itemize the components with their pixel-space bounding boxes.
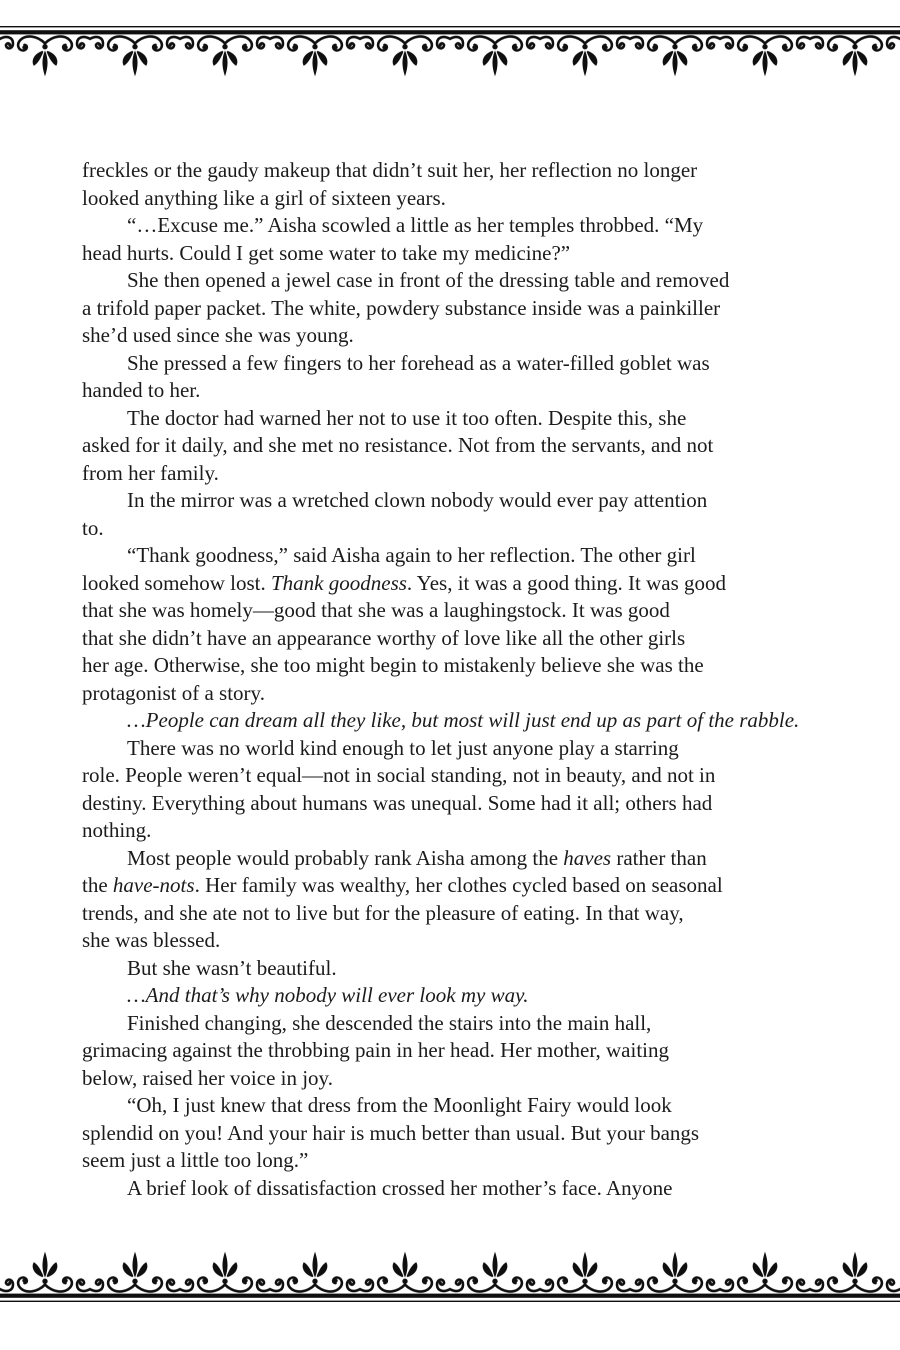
- text-line: [82, 982, 872, 1010]
- text-run: Thank goodness: [271, 570, 407, 595]
- text-line: [82, 212, 872, 240]
- text-line: [82, 157, 872, 185]
- text-run: seem just a little too long.”: [82, 1148, 309, 1172]
- text-run: that she didn’t have an appearance worthy of love like all the other girls: [82, 625, 686, 650]
- text-run: Most people would probably rank Aisha among the: [127, 845, 564, 870]
- text-line: [82, 1175, 872, 1203]
- text-run: Finished changing, she descended the stairs into the main hall,: [127, 1010, 652, 1035]
- text-run: trends, and she ate not to live but for the pleasure of eating. In that way,: [82, 900, 684, 925]
- text-line: [82, 1092, 872, 1120]
- text-run: role. People weren’t equal—not in social standing, not in beauty, and not in: [82, 763, 716, 787]
- text-run: “Oh, I just knew that dress from the Moonlight Fairy would look: [127, 1093, 672, 1117]
- text-run: But she wasn’t beautiful.: [127, 955, 337, 980]
- text-line: [82, 405, 872, 433]
- text-run: haves: [563, 845, 612, 870]
- text-run: grimacing against the throbbing pain in her head. Her mother, waiting: [82, 1038, 669, 1062]
- text-run: splendid on you! And your hair is much better than usual. But your bangs: [82, 1120, 700, 1145]
- page-text: [82, 157, 872, 1202]
- text-line: [82, 487, 872, 515]
- text-line: [82, 350, 872, 378]
- text-line: [82, 735, 872, 763]
- fleur-scroll-border-icon: [0, 1250, 900, 1302]
- text-run: protagonist of a story.: [82, 680, 265, 705]
- text-run: …People can dream all they like, but most will just end up as part of the rabble.: [127, 708, 800, 732]
- text-line: [82, 625, 872, 653]
- text-line: [82, 845, 872, 873]
- text-line: [82, 817, 872, 845]
- text-run: There was no world kind enough to let just anyone play a starring: [127, 735, 679, 760]
- text-line: [82, 377, 872, 405]
- ornamental-border-bottom: [0, 1250, 900, 1302]
- text-line: [82, 1147, 872, 1175]
- ornamental-border-top: [0, 26, 900, 78]
- text-run: looked anything like a girl of sixteen years.: [82, 185, 446, 210]
- text-line: [82, 707, 872, 735]
- text-run: asked for it daily, and she met no resistance. Not from the servants, and not: [82, 433, 714, 457]
- text-line: [82, 1120, 872, 1148]
- text-line: [82, 762, 872, 790]
- text-run: In the mirror was a wretched clown nobody would ever pay attention: [127, 488, 708, 512]
- text-run: a trifold paper packet. The white, powdery substance inside was a painkiller: [82, 295, 721, 320]
- text-run: have-nots: [112, 873, 195, 897]
- text-run: …And that’s why nobody will ever look my way.: [127, 983, 529, 1007]
- text-line: [82, 295, 872, 323]
- text-run: She pressed a few fingers to her forehead as a water-filled goblet was: [127, 350, 710, 375]
- text-line: [82, 1065, 872, 1093]
- text-line: [82, 185, 872, 213]
- text-line: [82, 570, 872, 598]
- text-run: “…Excuse me.” Aisha scowled a little as her temples throbbed. “My: [127, 213, 704, 237]
- text-line: [82, 240, 872, 268]
- text-run: . Yes, it was a good thing. It was good: [406, 570, 727, 595]
- text-line: [82, 652, 872, 680]
- fleur-scroll-border-icon: [0, 26, 900, 78]
- text-line: [82, 955, 872, 983]
- text-run: She then opened a jewel case in front of the dressing table and removed: [127, 268, 730, 292]
- text-run: to.: [82, 515, 104, 540]
- text-run: destiny. Everything about humans was unequal. Some had it all; others had: [82, 790, 713, 815]
- text-line: [82, 432, 872, 460]
- text-line: [82, 1037, 872, 1065]
- text-line: [82, 267, 872, 295]
- text-run: freckles or the gaudy makeup that didn’t suit her, her reflection no longer: [82, 158, 698, 182]
- text-run: she’d used since she was young.: [82, 323, 354, 347]
- text-run: head hurts. Could I get some water to take my medicine?”: [82, 240, 571, 265]
- text-run: nothing.: [82, 818, 152, 842]
- text-run: “Thank goodness,” said Aisha again to her reflection. The other girl: [127, 543, 696, 567]
- text-run: below, raised her voice in joy.: [82, 1065, 333, 1090]
- text-run: . Her family was wealthy, her clothes cycled based on seasonal: [194, 873, 723, 897]
- text-run: the: [82, 873, 113, 897]
- text-run: handed to her.: [82, 378, 201, 402]
- text-line: [82, 460, 872, 488]
- text-run: her age. Otherwise, she too might begin to mistakenly believe she was the: [82, 653, 704, 677]
- text-line: [82, 515, 872, 543]
- text-run: The doctor had warned her not to use it too often. Despite this, she: [127, 405, 687, 430]
- text-line: [82, 872, 872, 900]
- text-run: that she was homely—good that she was a laughingstock. It was good: [82, 598, 670, 622]
- text-line: [82, 597, 872, 625]
- text-line: [82, 542, 872, 570]
- text-run: from her family.: [82, 460, 219, 485]
- text-line: [82, 900, 872, 928]
- text-line: [82, 1010, 872, 1038]
- text-line: [82, 927, 872, 955]
- text-run: rather than: [611, 845, 707, 870]
- text-run: A brief look of dissatisfaction crossed her mother’s face. Anyone: [127, 1175, 673, 1200]
- text-run: looked somehow lost.: [82, 570, 271, 595]
- text-line: [82, 680, 872, 708]
- text-line: [82, 322, 872, 350]
- text-run: she was blessed.: [82, 928, 221, 952]
- text-line: [82, 790, 872, 818]
